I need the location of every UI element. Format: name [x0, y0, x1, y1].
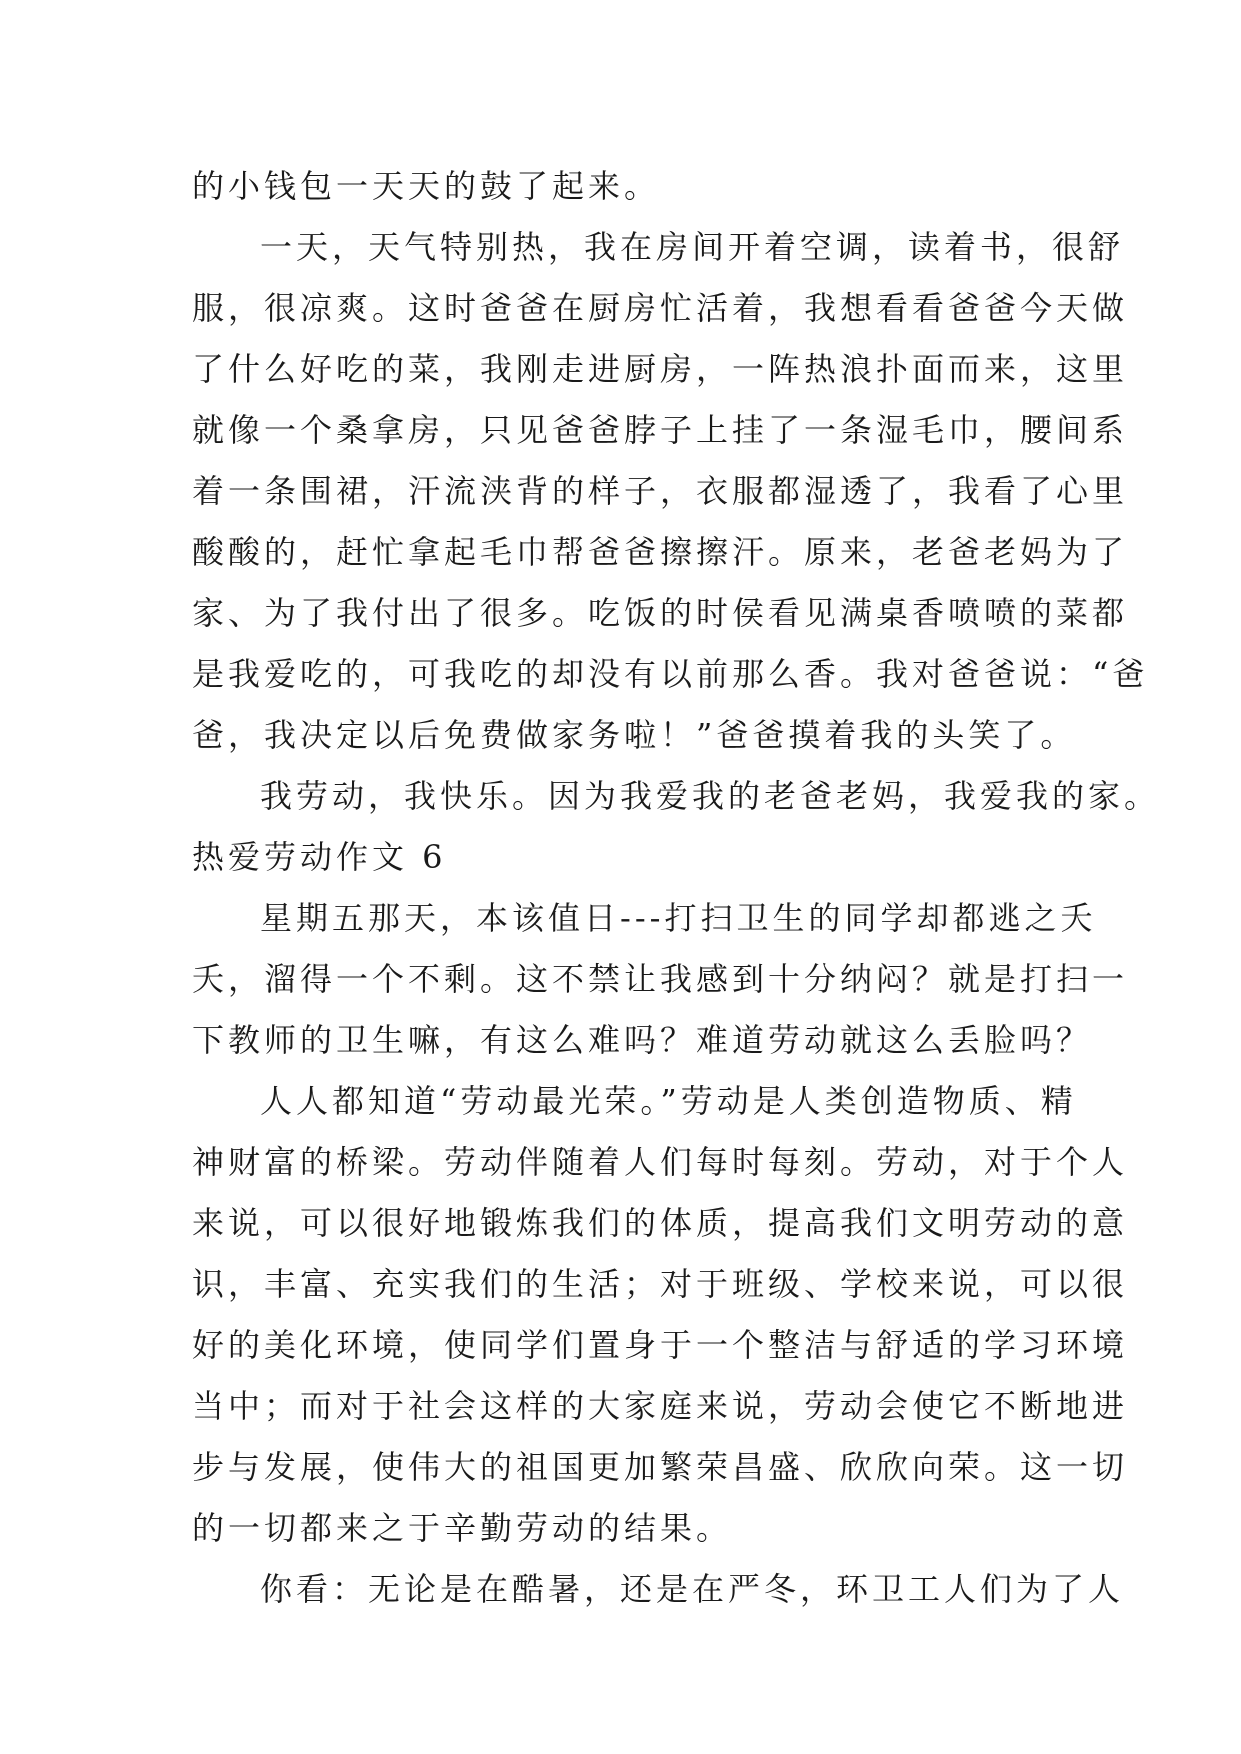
text-line: 着一条围裙，汗流浃背的样子，衣服都湿透了，我看了心里 [192, 472, 1129, 510]
text-line: 神财富的桥梁。劳动伴随着人们每时每刻。劳动，对于个人 [192, 1143, 1129, 1181]
text-line: 的小钱包一天天的鼓了起来。 [192, 167, 661, 205]
text-line: 酸酸的，赶忙拿起毛巾帮爸爸擦擦汗。原来，老爸老妈为了 [192, 533, 1129, 571]
text-line: 星期五那天，本该值日---打扫卫生的同学却都逃之夭 [260, 899, 1097, 937]
text-line: 家、为了我付出了很多。吃饭的时侯看见满桌香喷喷的菜都 [192, 594, 1129, 632]
text-line: 服，很凉爽。这时爸爸在厨房忙活着，我想看看爸爸今天做 [192, 289, 1129, 327]
text-line: 人人都知道“劳动最光荣。”劳动是人类创造物质、精 [260, 1082, 1077, 1120]
text-line: 当中；而对于社会这样的大家庭来说，劳动会使它不断地进 [192, 1387, 1129, 1425]
text-line: 了什么好吃的菜，我刚走进厨房，一阵热浪扑面而来，这里 [192, 350, 1129, 388]
text-line: 下教师的卫生嘛，有这么难吗？难道劳动就这么丢脸吗？ [192, 1021, 1093, 1059]
body-text [192, 156, 1161, 1620]
text-line: 爸，我决定以后免费做家务啦！”爸爸摸着我的头笑了。 [192, 716, 1077, 754]
text-line: 就像一个桑拿房，只见爸爸脖子上挂了一条湿毛巾，腰间系 [192, 411, 1129, 449]
text-line: 我劳动，我快乐。因为我爱我的老爸老妈，我爱我的家。 [260, 777, 1161, 815]
text-line: 你看：无论是在酷暑，还是在严冬，环卫工人们为了人 [260, 1570, 1125, 1608]
text-line: 好的美化环境，使同学们置身于一个整洁与舒适的学习环境 [192, 1326, 1129, 1364]
text-line: 步与发展，使伟大的祖国更加繁荣昌盛、欣欣向荣。这一切 [192, 1448, 1129, 1486]
text-line: 来说，可以很好地锻炼我们的体质，提高我们文明劳动的意 [192, 1204, 1129, 1242]
text-line: 一天，天气特别热，我在房间开着空调，读着书，很舒 [260, 228, 1125, 266]
text-line: 夭，溜得一个不剩。这不禁让我感到十分纳闷？就是打扫一 [192, 960, 1129, 998]
text-line: 的一切都来之于辛勤劳动的结果。 [192, 1509, 733, 1547]
section-heading: 热爱劳动作文 6 [192, 838, 447, 876]
text-line: 是我爱吃的，可我吃的却没有以前那么香。我对爸爸说：“爸 [192, 655, 1149, 693]
text-line: 识，丰富、充实我们的生活；对于班级、学校来说，可以很 [192, 1265, 1129, 1303]
